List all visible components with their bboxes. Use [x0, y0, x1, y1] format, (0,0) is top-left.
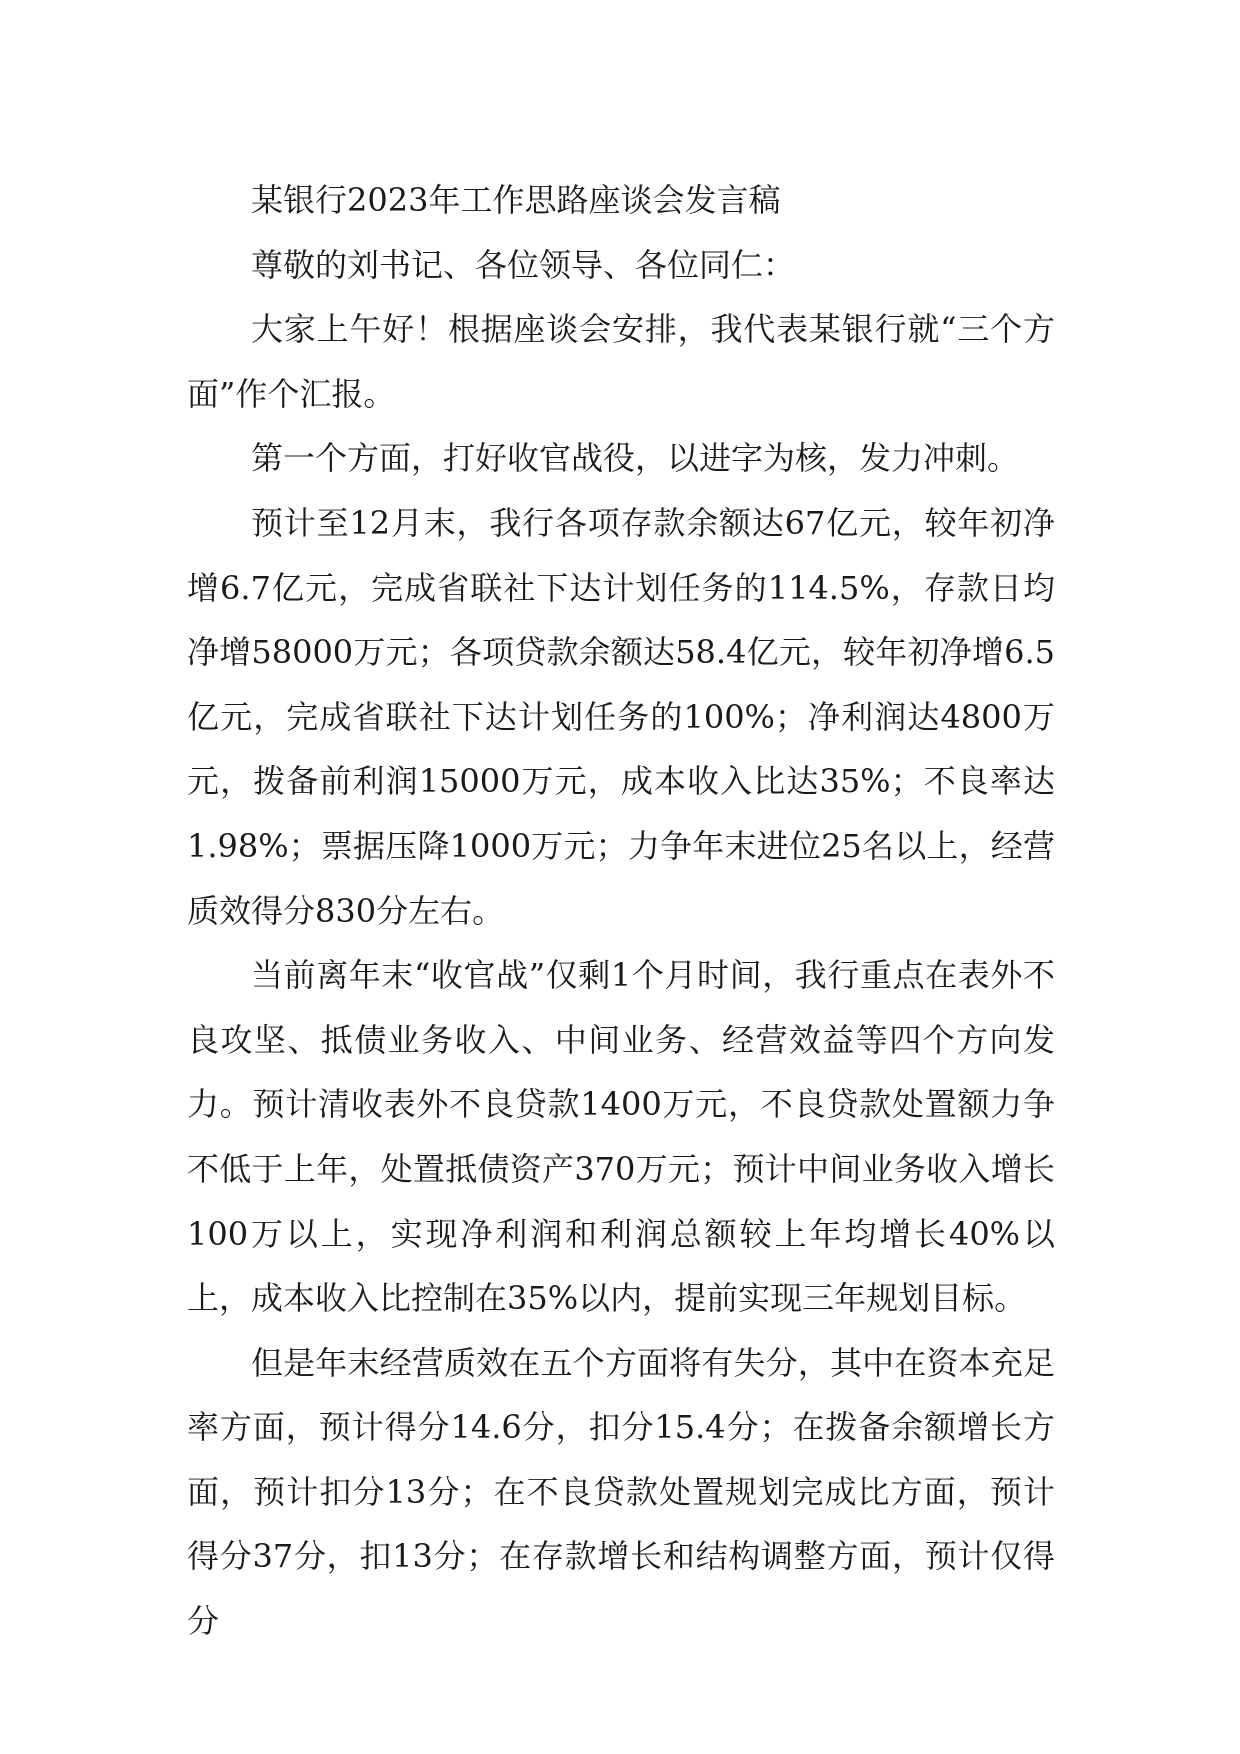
document-body	[187, 168, 1055, 1654]
document-title: 某银行2023年工作思路座谈会发言稿	[251, 181, 781, 219]
salutation: 尊敬的刘书记、各位领导、各位同仁：	[251, 245, 796, 284]
paragraph-score-losses: 但是年末经营质效在五个方面将有失分，其中在资本充足率方面，预计得分14.6分，扣分15.4分；在拨备余额增长方面，预计扣分13分；在不良贷款处置规划完成比方面，预计得分37分，扣13分；在存款增长和结构调整方面，预计仅得分	[187, 1343, 1055, 1641]
paragraph-forecast-figures: 预计至12月末，我行各项存款余额达67亿元，较年初净增6.7亿元，完成省联社下达计划任务的114.5%，存款日均净增58000万元；各项贷款余额达58.4亿元，较年初净增6.5亿元，完成省联社下达计划任务的100%；净利润达4800万元，拨备前利润15000万元，成本收入比达35%；不良率达1.98%；票据压降1000万元；力争年末进位25名以上，经营质效得分830分左右。	[187, 503, 1055, 930]
paragraph-greeting: 大家上午好！根据座谈会安排，我代表某银行就“三个方面”作个汇报。	[187, 310, 1055, 413]
paragraph-section-heading-1: 第一个方面，打好收官战役，以进字为核，发力冲刺。	[251, 439, 1020, 478]
paragraph-year-end-focus: 当前离年末“收官战”仅剩1个月时间，我行重点在表外不良攻坚、抵债业务收入、中间业务、经营效益等四个方向发力。预计清收表外不良贷款1400万元，不良贷款处置额力争不低于上年，处置抵债资产370万元；预计中间业务收入增长100万以上，实现净利润和利润总额较上年均增长40%以上，成本收入比控制在35%以内，提前实现三年规划目标。	[187, 956, 1055, 1318]
